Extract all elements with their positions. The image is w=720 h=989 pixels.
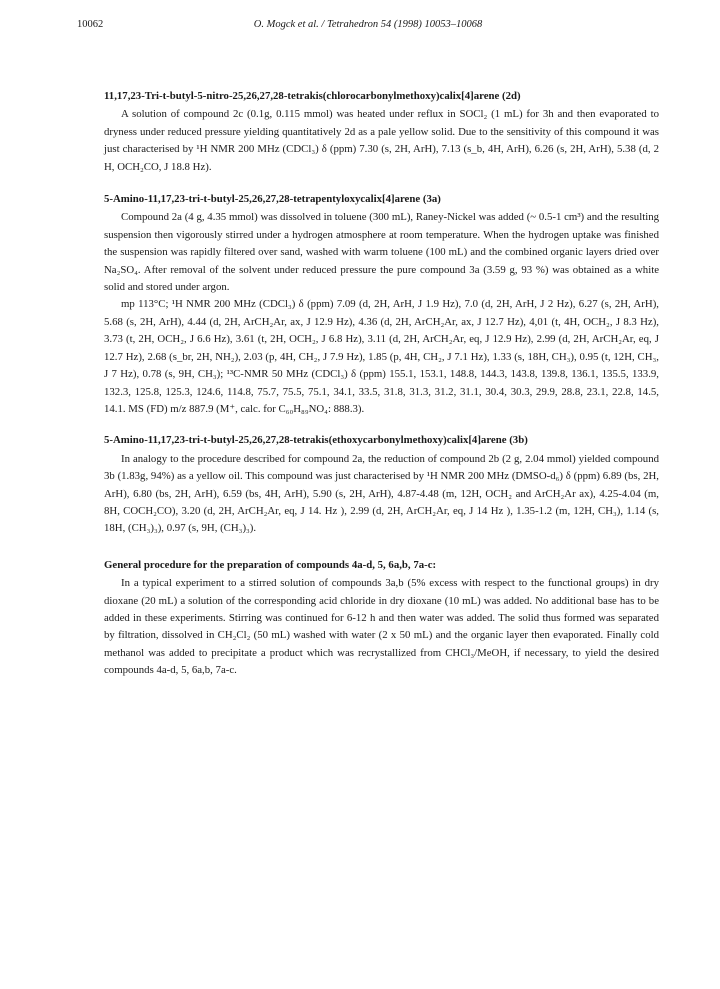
- section-compound-2d: [104, 88, 659, 176]
- section-heading: 5-Amino-11,17,23-tri-t-butyl-25,26,27,28-tetrapentyloxycalix[4]arene (3a): [104, 193, 441, 206]
- article-body: [104, 88, 659, 680]
- section-heading: General procedure for the preparation of compounds 4a-d, 5, 6a,b, 7a-c:: [104, 558, 437, 571]
- section-compound-3a: [104, 191, 659, 418]
- section-compound-3b: [104, 432, 659, 537]
- page-number: 10062: [77, 19, 104, 30]
- body-paragraph: A solution of compound 2c (0.1g, 0.115 mmol) was heated under reflux in SOCl₂ (1 mL) for 3h and then evaporated to dryness under reduced pressure yielding quantitatively 2d as a pale yellow solid. Due to the sensitivity of this compound it was just characterised by ¹H NMR 200 MHz (CDCl₃) δ (ppm) 7.30 (s, 2H, ArH), 7.13 (s_b, 4H, ArH), 6.26 (s, 2H, ArH), 5.38 (d, 2 H, OCH₂CO, J 18.8 Hz).: [104, 108, 659, 173]
- body-paragraph: In a typical experiment to a stirred solution of compounds 3a,b (5% excess with respect to the functional groups) in dry dioxane (20 mL) a solution of the corresponding acid chloride in dry dioxane (10 mL) was added. No additional base has to be added in these experiments. Stirring was continued for 6-12 h and then water was added. The solid thus formed was separated by filtration, dissolved in CH₂Cl₂ (50 mL) washed with water (2 x 50 mL) and the organic layer then evaporated. Finally cold methanol was added to precipitate a product which was recrystallized from CHCl₃/MeOH, if necessary, to yield the desired compounds 4a-d, 5, 6a,b, 7a-c.: [104, 577, 659, 677]
- running-title: O. Mogck et al. / Tetrahedron 54 (1998) 10053–10068: [253, 19, 483, 30]
- section-heading: 11,17,23-Tri-t-butyl-5-nitro-25,26,27,28-tetrakis(chlorocarbonylmethoxy)calix[4]arene (2d): [104, 90, 521, 102]
- section-general-procedure: [104, 557, 659, 680]
- body-paragraph: Compound 2a (4 g, 4.35 mmol) was dissolved in toluene (300 mL), Raney-Nickel was added (~ 0.5-1 cm³) and the resulting suspension then vigorously stirred under a hydrogen atmosphere at room temperature. When the hydrogen uptake was finished the suspension was rapidly filtered over sand, washed with warm toluene (100 mL) and the combined organic layers dried over Na₂SO₄. After removal of the solvent under reduced pressure the pure compound 3a (3.59 g, 93 %) was obtained as a white solid and stored under argon.: [104, 211, 659, 294]
- body-paragraph: In analogy to the procedure described for compound 2a, the reduction of compound 2b (2 g, 2.04 mmol) yielded compound 3b (1.83g, 94%) as a yellow oil. This compound was just characterised by ¹H NMR 200 MHz (DMSO-d₆) δ (ppm) 6.89 (bs, 2H, ArH), 6.80 (bs, 2H, ArH), 6.59 (bs, 4H, ArH), 5.90 (s, 2H, ArH), 4.87-4.48 (m, 12H, OCH₂ and ArCH₂Ar ax), 4.25-4.04 (m, 8H, COCH₂CO), 3.20 (d, 2H, ArCH₂Ar, eq, J 14. Hz ), 2.99 (d, 2H, ArCH₂Ar, eq, J 14 Hz ), 1.35-1.2 (m, 12H, CH₃), 1.14 (s, 18H, (CH₃)₃), 0.97 (s, 9H, (CH₃)₃).: [104, 452, 659, 535]
- body-paragraph: mp 113°C; ¹H NMR 200 MHz (CDCl₃) δ (ppm) 7.09 (d, 2H, ArH, J 1.9 Hz), 7.0 (d, 2H, ArH, J 2 Hz), 6.27 (s, 2H, ArH), 5.68 (s, 2H, ArH), 4.44 (d, 2H, ArCH₂Ar, ax, J 12.9 Hz), 4.36 (d, 2H, ArCH₂Ar, ax, J 12.7 Hz), 4,01 (t, 4H, OCH₂, J 8.3 Hz), 3.73 (t, 2H, OCH₂, J 6.6 Hz), 3.61 (t, 2H, OCH₂, J 6.8 Hz), 3.11 (d, 2H, ArCH₂Ar, eq, J 12.9 Hz), 2.99 (d, 2H, ArCH₂Ar, eq, J 12.7 Hz), 2.68 (s_br, 2H, NH₂), 2.03 (p, 4H, CH₂, J 7.9 Hz), 1.85 (p, 4H, CH₂, J 7.1 Hz), 1.33 (s, 18H, CH₃), 0.95 (t, 12H, CH₃, J 7 Hz), 0.78 (s, 9H, CH₃); ¹³C-NMR 50 MHz (CDCl₃) δ (ppm) 155.1, 153.1, 148.8, 144.3, 143.8, 139.8, 136.1, 135.5, 133.9, 132.3, 125.8, 125.3, 124.6, 114.8, 75.7, 75.5, 75.1, 34.1, 33.5, 31.8, 31.3, 31.2, 31.1, 30.4, 30.3, 29.9, 28.8, 23.1, 22.8, 14.5, 14.1. MS (FD) m/z 887.9 (M⁺, calc. for C₆₀H₈₉NO₄: 888.3).: [104, 298, 659, 415]
- section-heading: 5-Amino-11,17,23-tri-t-butyl-25,26,27,28-tetrakis(ethoxycarbonylmethoxy)calix[4]arene (3b): [104, 434, 528, 447]
